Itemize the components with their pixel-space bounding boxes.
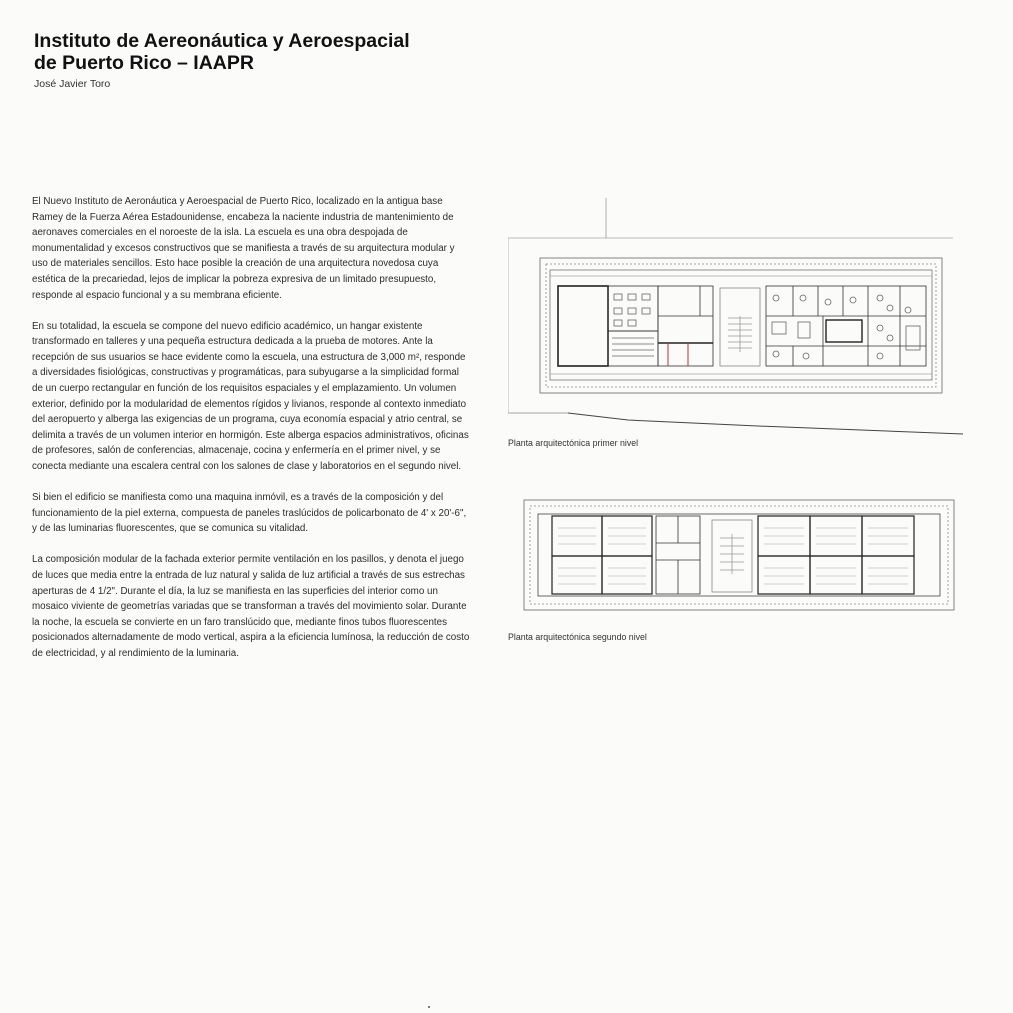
paragraph-1: El Nuevo Instituto de Aeronáutica y Aeroespacial de Puerto Rico, localizado en la antigua base Ramey de la Fuerza Aérea Estadounidense, encabeza la naciente industria de mantenimiento de aeronaves comerciales en el noroeste de la isla. La escuela es una obra despojada de monumentalidad y excesos constructivos que se manifiesta a través de su arquitectura modular y uso de materiales sencillos. Esto hace posible la creación de una arquitectura novedosa cuya estética de la precariedad, lejos de implicar la pobreza expresiva de un limitado presupuesto, responde al espacio funcional y a su membrana eficiente. (32, 196, 455, 301)
title-line-1: Instituto de Aereonáutica y Aeroespacial (34, 30, 410, 52)
paragraph-2: En su totalidad, la escuela se compone del nuevo edificio académico, un hangar existente transformado en talleres y una pequeña estructura dedicada a la prueba de motores. Ante la recepción de sus usuarios se hace evidente como la escuela, una estructura de 3,000 m², responde a diversidades fisiológicas, constructivas y programáticas, para subyugarse a la simplicidad formal de un cuerpo rectangular en función de los requisitos espaciales y el emplazamiento. Un volumen exterior, definido por la modularidad de elementos rígidos y livianos, responde al contexto inmediato del aeropuerto y alberga las exigencias de un programa, cuya economía espacial y atrio central, se delimita a través de un volumen interior en hormigón. Este alberga espacios administrativos, oficinas de profesores, salón de conferencias, almacenaje, cocina y enfermería en el primer nivel, y se conecta mediante una escalera central con los salones de clase y laboratorios en el segundo nivel. (32, 320, 469, 472)
paragraph-3: Si bien el edificio se manifiesta como una maquina inmóvil, es a través de la composición y del funcionamiento de la piel externa, compuesta de paneles traslúcidos de policarbonato de 4' x 20'-6", y de las luminarias fluorescentes, que se comunica su vitalidad. (32, 492, 467, 535)
caption-second-level: Planta arquitectónica segundo nivel (508, 632, 647, 642)
caption-first-level: Planta arquitectónica primer nivel (508, 438, 639, 448)
floor-plan-second-level (522, 498, 962, 616)
paragraph-4: La composición modular de la fachada exterior permite ventilación en los pasillos, y denota el juego de luces que media entre la entrada de luz natural y salida de luz artificial a través de sus estrechas aperturas de 4 1/2". Durante el día, la luz se manifiesta en las superficies del interior como un mosaico viviente de geometrías variadas que se transforman a través del movimiento solar. Durante la noche, la escuela se convierte en un faro translúcido que, mediante finos tubos fluorescentes posicionados alternadamente de modo vertical, aspira a la eficiencia lumínosa, la reducción de costo de electricidad, y al rendimiento de la luminaria. (32, 554, 470, 659)
page-speck (428, 1006, 430, 1008)
floor-plan-first-level (508, 198, 963, 438)
title-line-2: de Puerto Rico – IAAPR (34, 52, 254, 74)
body-text (32, 194, 472, 677)
author: José Javier Toro (34, 78, 111, 90)
page-title (34, 30, 504, 74)
